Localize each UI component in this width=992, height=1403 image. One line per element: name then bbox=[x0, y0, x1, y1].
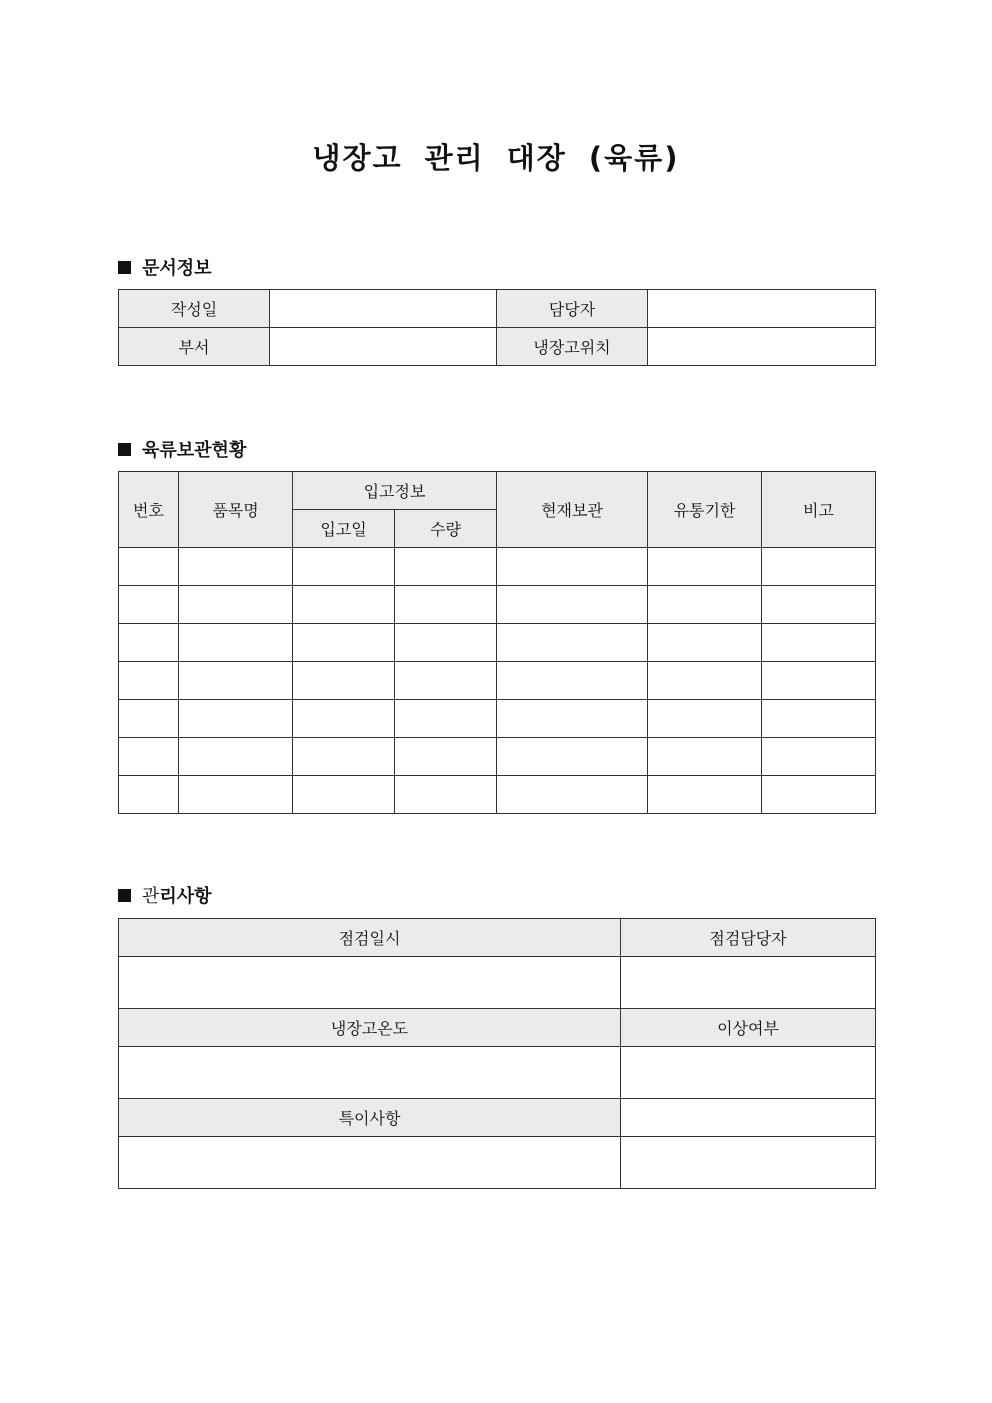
col-quantity-header: 수량 bbox=[395, 510, 497, 548]
square-bullet-icon bbox=[118, 889, 131, 902]
written-date-field[interactable] bbox=[270, 290, 497, 328]
table-cell[interactable] bbox=[497, 662, 648, 700]
inspector-field[interactable] bbox=[621, 957, 876, 1009]
table-cell[interactable] bbox=[119, 662, 179, 700]
table-cell[interactable] bbox=[762, 700, 876, 738]
table-cell[interactable] bbox=[293, 548, 395, 586]
anomaly-label: 이상여부 bbox=[621, 1009, 876, 1047]
col-number-header: 번호 bbox=[119, 472, 179, 548]
fridge-temp-label: 냉장고온도 bbox=[119, 1009, 621, 1047]
col-item-name-header: 품목명 bbox=[179, 472, 293, 548]
table-cell[interactable] bbox=[119, 700, 179, 738]
table-cell[interactable] bbox=[179, 662, 293, 700]
table-cell[interactable] bbox=[395, 586, 497, 624]
page-title: 냉장고 관리 대장 (육류) bbox=[312, 141, 680, 175]
table-cell[interactable] bbox=[119, 548, 179, 586]
table-cell[interactable] bbox=[762, 738, 876, 776]
document-info-table bbox=[118, 289, 876, 366]
table-cell[interactable] bbox=[179, 776, 293, 814]
special-notes-label: 특이사항 bbox=[119, 1099, 621, 1137]
manager-field[interactable] bbox=[648, 290, 876, 328]
table-cell[interactable] bbox=[648, 624, 762, 662]
manager-label: 담당자 bbox=[497, 290, 648, 328]
section-title-prefix: 관 bbox=[142, 886, 160, 907]
table-row bbox=[119, 738, 876, 776]
department-label: 부서 bbox=[119, 328, 270, 366]
special-notes-field[interactable] bbox=[119, 1137, 621, 1189]
table-cell[interactable] bbox=[648, 548, 762, 586]
table-row bbox=[119, 624, 876, 662]
inspection-datetime-field[interactable] bbox=[119, 957, 621, 1009]
table-cell[interactable] bbox=[179, 548, 293, 586]
table-cell[interactable] bbox=[179, 624, 293, 662]
table-cell[interactable] bbox=[762, 776, 876, 814]
col-current-storage-header: 현재보관 bbox=[497, 472, 648, 548]
table-row bbox=[119, 776, 876, 814]
inspector-label: 점검담당자 bbox=[621, 919, 876, 957]
anomaly-field[interactable] bbox=[621, 1047, 876, 1099]
department-field[interactable] bbox=[270, 328, 497, 366]
col-expiry-header: 유통기한 bbox=[648, 472, 762, 548]
table-cell[interactable] bbox=[395, 738, 497, 776]
fridge-location-field[interactable] bbox=[648, 328, 876, 366]
section-heading-document-info bbox=[118, 254, 212, 280]
management-table bbox=[118, 918, 876, 1189]
table-cell[interactable] bbox=[648, 700, 762, 738]
table-cell[interactable] bbox=[648, 738, 762, 776]
table-row bbox=[119, 700, 876, 738]
table-cell[interactable] bbox=[119, 624, 179, 662]
meat-storage-table bbox=[118, 471, 876, 814]
section-heading-management bbox=[118, 882, 212, 908]
table-cell[interactable] bbox=[293, 776, 395, 814]
table-cell[interactable] bbox=[293, 700, 395, 738]
table-cell[interactable] bbox=[497, 738, 648, 776]
table-cell[interactable] bbox=[179, 738, 293, 776]
section-heading-meat-storage bbox=[118, 436, 246, 462]
table-cell[interactable] bbox=[762, 586, 876, 624]
empty-cell[interactable] bbox=[621, 1137, 876, 1189]
table-cell[interactable] bbox=[497, 624, 648, 662]
table-cell[interactable] bbox=[762, 662, 876, 700]
table-cell[interactable] bbox=[293, 586, 395, 624]
fridge-temp-field[interactable] bbox=[119, 1047, 621, 1099]
inspection-datetime-label: 점검일시 bbox=[119, 919, 621, 957]
table-cell[interactable] bbox=[293, 738, 395, 776]
table-cell[interactable] bbox=[497, 776, 648, 814]
col-note-header: 비고 bbox=[762, 472, 876, 548]
table-cell[interactable] bbox=[293, 662, 395, 700]
table-cell[interactable] bbox=[648, 586, 762, 624]
section-title: 육류보관현황 bbox=[142, 440, 247, 461]
section-title: 리사항 bbox=[159, 886, 212, 907]
table-cell[interactable] bbox=[395, 776, 497, 814]
table-cell[interactable] bbox=[395, 662, 497, 700]
table-cell[interactable] bbox=[179, 586, 293, 624]
table-cell[interactable] bbox=[497, 700, 648, 738]
section-title: 문서정보 bbox=[142, 258, 212, 279]
table-cell[interactable] bbox=[395, 548, 497, 586]
empty-cell[interactable] bbox=[621, 1099, 876, 1137]
table-cell[interactable] bbox=[395, 624, 497, 662]
square-bullet-icon bbox=[118, 443, 131, 456]
square-bullet-icon bbox=[118, 261, 131, 274]
written-date-label: 작성일 bbox=[119, 290, 270, 328]
table-cell[interactable] bbox=[119, 738, 179, 776]
table-cell[interactable] bbox=[648, 662, 762, 700]
table-row bbox=[119, 548, 876, 586]
table-row bbox=[119, 662, 876, 700]
table-cell[interactable] bbox=[762, 548, 876, 586]
table-cell[interactable] bbox=[395, 700, 497, 738]
col-inbound-info-header: 입고정보 bbox=[293, 472, 497, 510]
table-cell[interactable] bbox=[293, 624, 395, 662]
table-cell[interactable] bbox=[179, 700, 293, 738]
col-inbound-date-header: 입고일 bbox=[293, 510, 395, 548]
table-cell[interactable] bbox=[119, 776, 179, 814]
table-cell[interactable] bbox=[119, 586, 179, 624]
table-cell[interactable] bbox=[648, 776, 762, 814]
table-cell[interactable] bbox=[497, 586, 648, 624]
table-row bbox=[119, 586, 876, 624]
fridge-location-label: 냉장고위치 bbox=[497, 328, 648, 366]
table-cell[interactable] bbox=[762, 624, 876, 662]
table-cell[interactable] bbox=[497, 548, 648, 586]
